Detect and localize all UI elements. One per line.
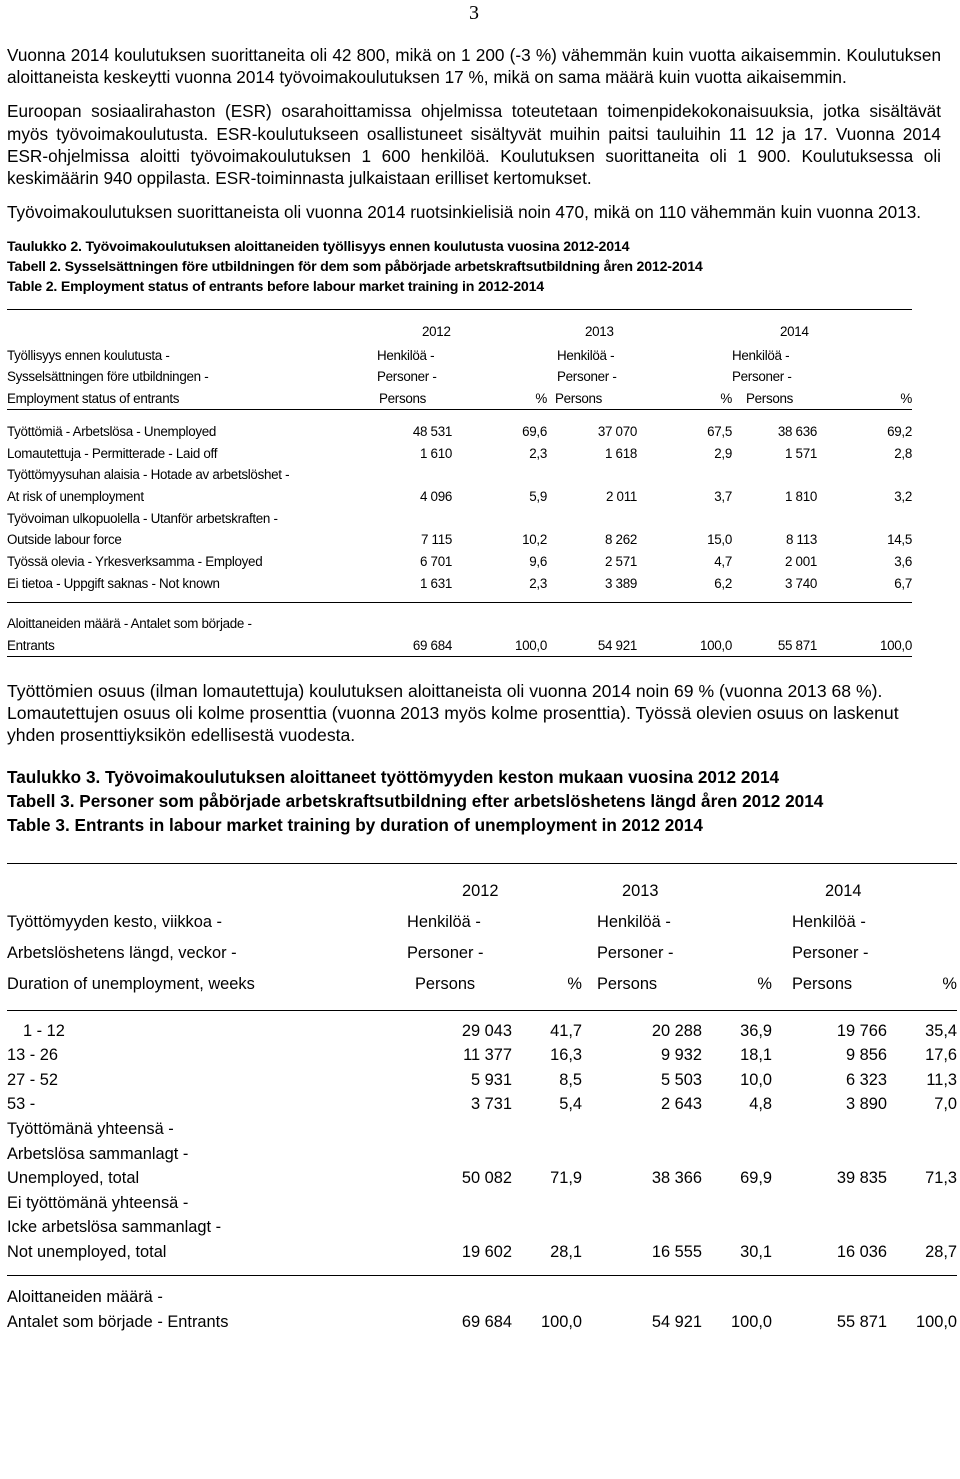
cell: 1 610 <box>419 445 452 461</box>
paragraph-3: Työvoimakoulutuksen suorittaneista oli vuonna 2014 ruotsinkielisiä noin 470, mikä on 110 vähemmän kuin vuonna 2013. <box>7 202 922 223</box>
cell: 7,0 <box>934 1095 957 1114</box>
cell: 17,6 <box>925 1046 957 1065</box>
document-body <box>7 44 957 1335</box>
cell: 1 810 <box>784 488 817 504</box>
table-row <box>7 1166 957 1191</box>
cell: 5 503 <box>660 1070 702 1089</box>
year-2012: 2012 <box>422 323 451 339</box>
year-2012: 2012 <box>462 881 499 900</box>
cell: 4,7 <box>714 553 732 569</box>
header-label: Sysselsättningen före utbildningen - <box>7 369 209 385</box>
table-3-caption-sv: Tabell 3. Personer som påbörjade arbetskraftsutbildning efter arbetslöshetens längd åren 2012 2014 <box>7 790 824 811</box>
table-total-row <box>7 635 912 657</box>
cell: 5 931 <box>470 1070 512 1089</box>
cell: 2 571 <box>604 553 637 569</box>
year-2013: 2013 <box>585 323 614 339</box>
header-unit: Henkilöä - <box>597 912 671 931</box>
table-2-header-row <box>7 344 912 366</box>
year-2014: 2014 <box>780 323 809 339</box>
table-3-header-row <box>7 938 957 969</box>
cell: 100,0 <box>540 1313 582 1332</box>
cell: 100,0 <box>730 1313 772 1332</box>
table-row <box>7 464 912 486</box>
total-label: Entrants <box>7 638 55 654</box>
table-row <box>7 1191 957 1216</box>
cell: 6,2 <box>714 575 732 591</box>
cell: 100,0 <box>699 638 732 654</box>
cell: 37 070 <box>597 423 637 439</box>
paragraph-2: Euroopan sosiaalirahaston (ESR) osarahoittamissa ohjelmissa toteutetaan toimenpidekokonaisuuksia, jotka sisältävät myös työvoimakoulutusta. ESR-koulutukseen osallistuneet sisältyvät muihin paitsi tauluihin 11 12 ja 17. Vuonna 2014 ESR-ohjelmissa aloitti työvoimakoulutuksen 1 600 henkilöä. Koulutuksen suorittaneita oli 1 900. Koulutuksessa oli keskimäärin 940 oppilasta. ESR-toiminnasta julkaistaan erilliset kertomukset. <box>7 101 941 189</box>
table-3-year-row <box>7 876 957 907</box>
table-row <box>7 1240 957 1265</box>
table-row <box>7 1117 957 1142</box>
table-total-row <box>7 613 912 635</box>
header-label: Arbetslöshetens längd, veckor - <box>7 943 237 962</box>
cell: 67,5 <box>707 423 732 439</box>
cell: 38 366 <box>651 1169 702 1188</box>
header-pct: % <box>720 391 732 407</box>
row-label: Työssä olevia - Yrkesverksamma - Employed <box>7 553 263 569</box>
cell: 18,1 <box>740 1046 772 1065</box>
page-number: 3 <box>469 2 479 24</box>
row-label: Outside labour force <box>7 532 122 548</box>
cell: 10,0 <box>740 1070 772 1089</box>
cell: 71,3 <box>925 1169 957 1188</box>
row-label: Lomautettuja - Permitterade - Laid off <box>7 445 218 461</box>
header-label: Työllisyys ennen koulutusta - <box>7 347 170 363</box>
header-unit: Henkilöä - <box>732 347 790 363</box>
year-2013: 2013 <box>622 881 659 900</box>
header-unit: Persons <box>597 974 658 993</box>
table-row <box>7 572 912 594</box>
table-total-row <box>7 1310 957 1335</box>
header-unit: Persons <box>379 391 427 407</box>
table-row <box>7 1093 957 1118</box>
cell: 15,0 <box>707 532 732 548</box>
cell: 4 096 <box>419 488 452 504</box>
cell: 8,5 <box>559 1070 582 1089</box>
cell: 2 011 <box>605 488 637 504</box>
header-unit: Persons <box>555 391 603 407</box>
cell: 6 701 <box>419 553 452 569</box>
cell: 100,0 <box>514 638 547 654</box>
cell: 3 740 <box>784 575 817 591</box>
cell: 55 871 <box>836 1313 887 1332</box>
header-unit: Henkilöä - <box>407 912 481 931</box>
cell: 100,0 <box>915 1313 957 1332</box>
header-unit: Personer - <box>792 943 869 962</box>
row-label: 53 - <box>7 1095 36 1114</box>
header-unit: Personer - <box>557 369 617 385</box>
cell: 2,8 <box>894 445 912 461</box>
table-row <box>7 551 912 573</box>
table-2-header-row <box>7 388 912 410</box>
row-label: Työttömyysuhan alaisia - Hotade av arbetslöshet - <box>7 467 290 483</box>
year-2014: 2014 <box>825 881 862 900</box>
table-row <box>7 507 912 529</box>
table-row <box>7 1216 957 1241</box>
table-row <box>7 1142 957 1167</box>
table-2-caption-fi: Taulukko 2. Työvoimakoulutuksen aloittaneiden työllisyys ennen koulutusta vuosina 2012-2014 <box>7 239 630 256</box>
cell: 9,6 <box>529 553 547 569</box>
cell: 39 835 <box>836 1169 887 1188</box>
table-row <box>7 1043 957 1068</box>
cell: 11 377 <box>463 1046 512 1065</box>
cell: 6,7 <box>894 575 912 591</box>
header-unit: Personer - <box>732 369 792 385</box>
cell: 69,9 <box>740 1169 772 1188</box>
header-pct: % <box>535 391 547 407</box>
cell: 10,2 <box>522 532 547 548</box>
cell: 4,8 <box>749 1095 772 1114</box>
cell: 36,9 <box>740 1021 772 1040</box>
cell: 69 684 <box>412 638 452 654</box>
header-unit: Personer - <box>407 943 484 962</box>
cell: 38 636 <box>777 423 817 439</box>
cell: 2 001 <box>784 553 817 569</box>
cell: 1 571 <box>784 445 817 461</box>
header-unit: Henkilöä - <box>557 347 615 363</box>
total-label: Aloittaneiden määrä - <box>7 1288 163 1307</box>
table-3-header-row <box>7 907 957 938</box>
header-pct: % <box>942 974 957 993</box>
row-label: Ei tietoa - Uppgift saknas - Not known <box>7 575 220 591</box>
cell: 9 856 <box>845 1046 887 1065</box>
cell: 54 921 <box>597 638 637 654</box>
cell: 1 618 <box>604 445 637 461</box>
cell: 41,7 <box>550 1021 582 1040</box>
cell: 28,1 <box>550 1242 582 1261</box>
row-label: Työttömänä yhteensä - <box>7 1119 174 1138</box>
table-3-header-row <box>7 969 957 1000</box>
cell: 11,3 <box>926 1070 957 1089</box>
cell: 19 602 <box>461 1242 512 1261</box>
cell: 5,9 <box>529 488 547 504</box>
cell: 19 766 <box>836 1021 887 1040</box>
cell: 2,9 <box>714 445 732 461</box>
cell: 29 043 <box>461 1021 512 1040</box>
cell: 28,7 <box>925 1242 957 1261</box>
row-label: Arbetslösa sammanlagt - <box>7 1144 189 1163</box>
row-label: Not unemployed, total <box>7 1242 167 1261</box>
table-3-captions <box>7 765 941 837</box>
cell: 8 113 <box>785 532 817 548</box>
header-label: Duration of unemployment, weeks <box>7 974 255 993</box>
table-2 <box>7 309 912 667</box>
cell: 3,2 <box>894 488 912 504</box>
cell: 30,1 <box>740 1242 772 1261</box>
cell: 16 036 <box>836 1242 887 1261</box>
row-label: Työttömiä - Arbetslösa - Unemployed <box>7 423 217 439</box>
table-row <box>7 1068 957 1093</box>
table-3-caption-fi: Taulukko 3. Työvoimakoulutuksen aloittaneet työttömyyden keston mukaan vuosina 2012 2014 <box>7 766 780 787</box>
table-total-row <box>7 1286 957 1311</box>
row-label: At risk of unemployment <box>7 488 144 504</box>
total-label: Aloittaneiden määrä - Antalet som började - <box>7 616 252 632</box>
total-label: Antalet som började - Entrants <box>7 1313 229 1332</box>
cell: 3 890 <box>845 1095 887 1114</box>
cell: 35,4 <box>925 1021 957 1040</box>
header-unit: Personer - <box>377 369 437 385</box>
row-label: Työvoiman ulkopuolella - Utanför arbetskraften - <box>7 510 278 526</box>
cell: 3,6 <box>894 553 912 569</box>
cell: 8 262 <box>604 532 637 548</box>
cell: 48 531 <box>412 423 452 439</box>
header-label: Employment status of entrants <box>7 391 180 407</box>
header-pct: % <box>567 974 582 993</box>
table-row <box>7 1019 957 1044</box>
cell: 14,5 <box>887 532 912 548</box>
cell: 2 643 <box>660 1095 702 1114</box>
cell: 16,3 <box>550 1046 582 1065</box>
header-unit: Persons <box>746 391 794 407</box>
header-pct: % <box>757 974 772 993</box>
cell: 55 871 <box>777 638 817 654</box>
cell: 16 555 <box>651 1242 702 1261</box>
row-label: Unemployed, total <box>7 1169 140 1188</box>
row-label: 1 - 12 <box>23 1021 65 1040</box>
cell: 69,6 <box>522 423 547 439</box>
table-3 <box>7 863 957 1335</box>
table-row <box>7 420 912 442</box>
cell: 5,4 <box>559 1095 582 1114</box>
header-unit: Henkilöä - <box>792 912 866 931</box>
header-unit: Henkilöä - <box>377 347 435 363</box>
header-unit: Personer - <box>597 943 674 962</box>
row-label: 27 - 52 <box>7 1070 59 1089</box>
cell: 69 684 <box>461 1313 512 1332</box>
cell: 2,3 <box>529 445 547 461</box>
table-2-captions <box>7 237 941 297</box>
cell: 69,2 <box>887 423 912 439</box>
cell: 9 932 <box>660 1046 702 1065</box>
header-label: Työttömyyden kesto, viikkoa - <box>7 912 222 931</box>
header-pct: % <box>900 391 912 407</box>
cell: 3 731 <box>470 1095 512 1114</box>
table-2-header-row <box>7 366 912 388</box>
cell: 2,3 <box>529 575 547 591</box>
cell: 20 288 <box>651 1021 702 1040</box>
row-label: Ei työttömänä yhteensä - <box>7 1193 189 1212</box>
table-row <box>7 529 912 551</box>
paragraph-1: Vuonna 2014 koulutuksen suorittaneita oli 42 800, mikä on 1 200 (-3 %) vähemmän kuin vuotta aikaisemmin. Koulutuksen aloittaneista keskeytti vuonna 2014 työvoimakoulutuksen 17 %, mikä on sama määrä kuin vuotta aikaisemmin. <box>7 45 941 88</box>
table-2-caption-en: Table 2. Employment status of entrants before labour market training in 2012-2014 <box>7 279 545 296</box>
cell: 3,7 <box>714 488 732 504</box>
paragraph-4: Työttömien osuus (ilman lomautettuja) koulutuksen aloittaneista oli vuonna 2014 noin 69 % (vuonna 2013 68 %). Lomautettujen osuus oli kolme prosenttia (vuonna 2013 myös kolme prosenttia). Työssä olevien osuus on laskenut yhden prosenttiyksikön edellisestä vuodesta. <box>7 681 899 745</box>
table-row <box>7 442 912 464</box>
table-3-caption-en: Table 3. Entrants in labour market training by duration of unemployment in 2012 2014 <box>7 814 703 835</box>
cell: 6 323 <box>845 1070 887 1089</box>
row-label: Icke arbetslösa sammanlagt - <box>7 1218 222 1237</box>
cell: 54 921 <box>651 1313 702 1332</box>
header-unit: Persons <box>415 974 476 993</box>
cell: 71,9 <box>550 1169 582 1188</box>
row-label: 13 - 26 <box>7 1046 59 1065</box>
cell: 3 389 <box>604 575 637 591</box>
cell: 7 115 <box>420 532 452 548</box>
table-2-year-row <box>7 318 912 344</box>
table-row <box>7 486 912 508</box>
cell: 100,0 <box>879 638 912 654</box>
cell: 50 082 <box>461 1169 512 1188</box>
table-2-caption-sv: Tabell 2. Sysselsättningen före utbildningen för dem som påbörjade arbetskraftsutbildning åren 2012-2014 <box>7 259 703 276</box>
header-unit: Persons <box>792 974 853 993</box>
cell: 1 631 <box>419 575 452 591</box>
